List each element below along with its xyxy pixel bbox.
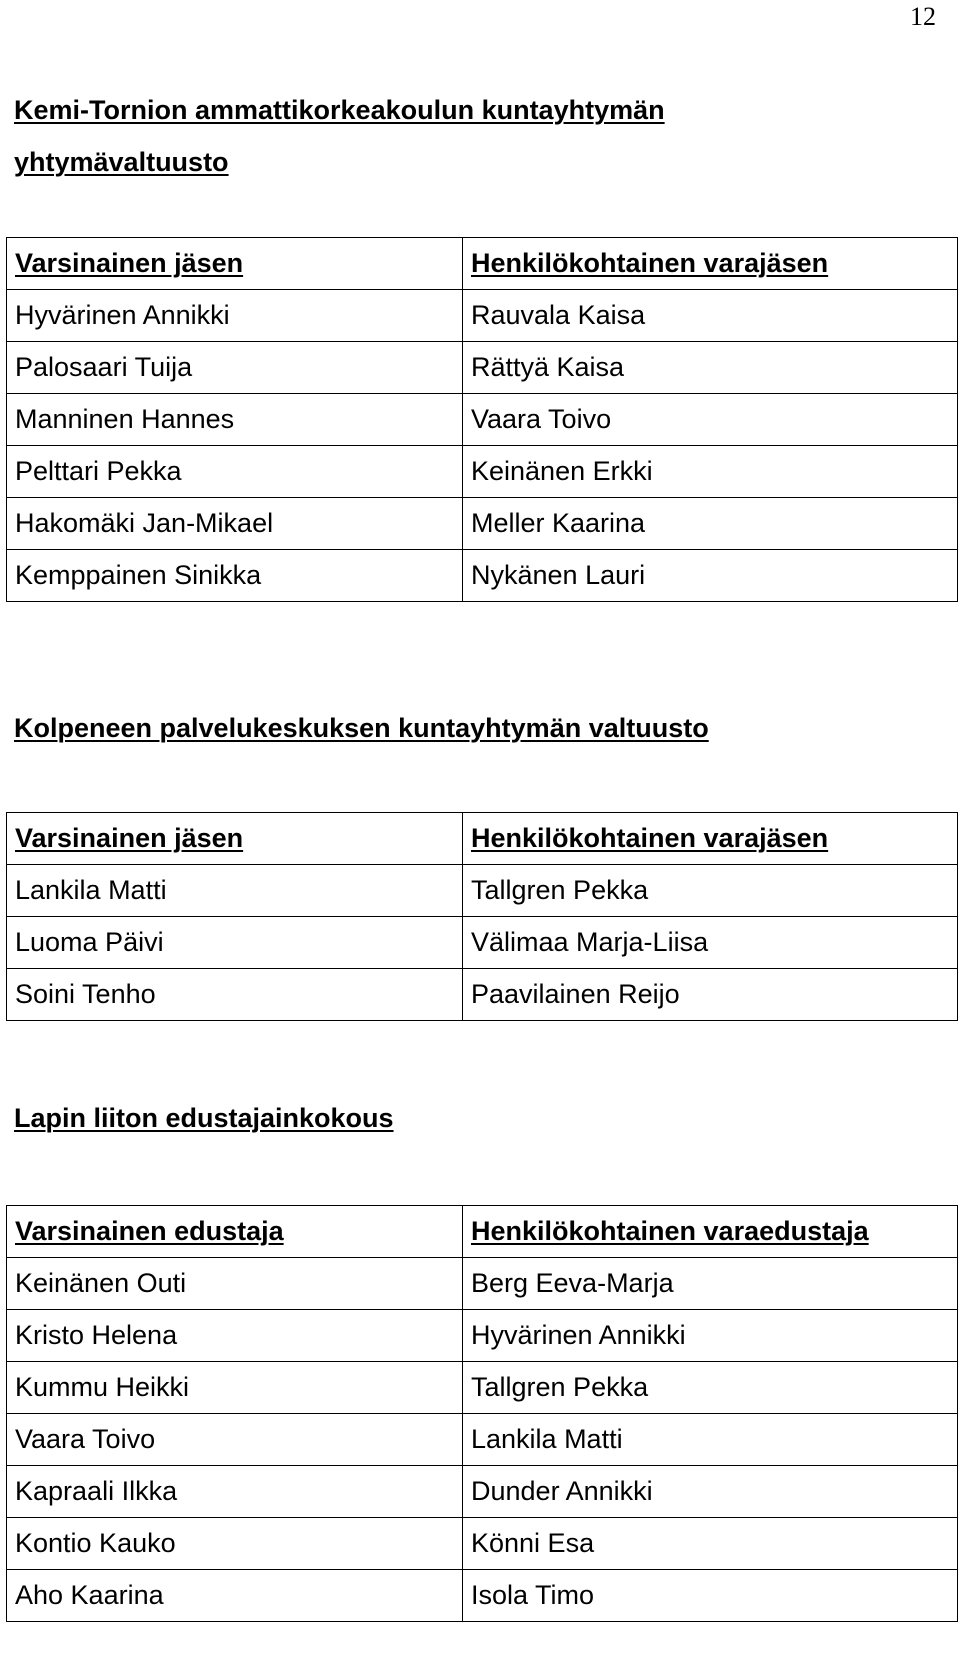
table-row (7, 498, 958, 550)
member-cell: Kristo Helena (7, 1310, 463, 1362)
column-header-deputy: Henkilökohtainen varajäsen (463, 238, 958, 290)
table-row (7, 1570, 958, 1622)
deputy-cell: Könni Esa (463, 1518, 958, 1570)
deputy-cell: Välimaa Marja-Liisa (463, 917, 958, 969)
member-cell: Luoma Päivi (7, 917, 463, 969)
member-cell: Vaara Toivo (7, 1414, 463, 1466)
deputy-cell: Isola Timo (463, 1570, 958, 1622)
column-header-member: Varsinainen jäsen (7, 238, 463, 290)
deputy-cell: Vaara Toivo (463, 394, 958, 446)
member-cell: Lankila Matti (7, 865, 463, 917)
deputy-cell: Rättyä Kaisa (463, 342, 958, 394)
deputy-cell: Keinänen Erkki (463, 446, 958, 498)
member-cell: Pelttari Pekka (7, 446, 463, 498)
column-header-deputy: Henkilökohtainen varajäsen (463, 813, 958, 865)
table-row (7, 342, 958, 394)
member-cell: Kummu Heikki (7, 1362, 463, 1414)
table-header-row (7, 1206, 958, 1258)
member-cell: Kontio Kauko (7, 1518, 463, 1570)
member-cell: Aho Kaarina (7, 1570, 463, 1622)
table-row (7, 969, 958, 1021)
table-row (7, 394, 958, 446)
table-row (7, 1466, 958, 1518)
table-row (7, 1362, 958, 1414)
deputy-cell: Dunder Annikki (463, 1466, 958, 1518)
section-1-title-line-2: yhtymävaltuusto (14, 147, 229, 177)
section-1-table (6, 237, 958, 602)
table-row (7, 1414, 958, 1466)
table-row (7, 1258, 958, 1310)
table-row (7, 1518, 958, 1570)
member-cell: Manninen Hannes (7, 394, 463, 446)
member-cell: Soini Tenho (7, 969, 463, 1021)
deputy-cell: Hyvärinen Annikki (463, 1310, 958, 1362)
section-3-table (6, 1205, 958, 1622)
member-cell: Hyvärinen Annikki (7, 290, 463, 342)
table-header-row (7, 238, 958, 290)
table-row (7, 550, 958, 602)
member-cell: Palosaari Tuija (7, 342, 463, 394)
column-header-member: Varsinainen jäsen (7, 813, 463, 865)
table-header-row (7, 813, 958, 865)
page-number: 12 (910, 2, 936, 31)
deputy-cell: Rauvala Kaisa (463, 290, 958, 342)
deputy-cell: Tallgren Pekka (463, 865, 958, 917)
deputy-cell: Berg Eeva-Marja (463, 1258, 958, 1310)
deputy-cell: Nykänen Lauri (463, 550, 958, 602)
table-row (7, 1310, 958, 1362)
member-cell: Kapraali Ilkka (7, 1466, 463, 1518)
deputy-cell: Meller Kaarina (463, 498, 958, 550)
deputy-cell: Tallgren Pekka (463, 1362, 958, 1414)
column-header-representative: Varsinainen edustaja (7, 1206, 463, 1258)
column-header-deputy-representative: Henkilökohtainen varaedustaja (463, 1206, 958, 1258)
member-cell: Hakomäki Jan-Mikael (7, 498, 463, 550)
section-2-table (6, 812, 958, 1021)
table-row (7, 290, 958, 342)
member-cell: Keinänen Outi (7, 1258, 463, 1310)
table-row (7, 917, 958, 969)
member-cell: Kemppainen Sinikka (7, 550, 463, 602)
table-row (7, 865, 958, 917)
section-3-title: Lapin liiton edustajainkokous (14, 1103, 394, 1133)
deputy-cell: Paavilainen Reijo (463, 969, 958, 1021)
table-row (7, 446, 958, 498)
section-2-title: Kolpeneen palvelukeskuksen kuntayhtymän valtuusto (14, 713, 709, 743)
section-1-title-line-1: Kemi-Tornion ammattikorkeakoulun kuntayhtymän (14, 95, 665, 125)
deputy-cell: Lankila Matti (463, 1414, 958, 1466)
